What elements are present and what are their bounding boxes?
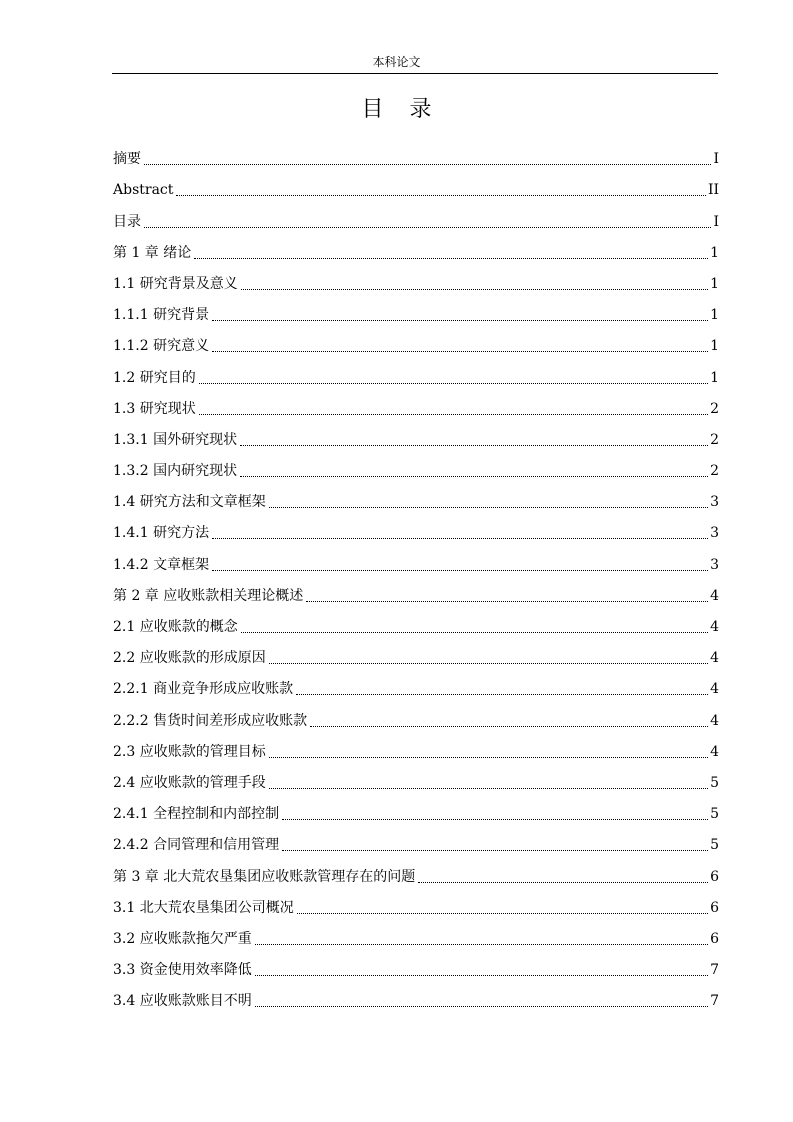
toc-entry[interactable]	[113, 390, 719, 421]
toc-entry-label: Abstract	[113, 182, 174, 199]
toc-entry[interactable]	[113, 639, 719, 670]
toc-entry-label: 2.4 应收账款的管理手段	[113, 774, 266, 791]
toc-leader-dots	[255, 1006, 708, 1007]
toc-entry-page-number: 4	[710, 587, 719, 604]
toc-entry-page-number: 3	[710, 525, 719, 542]
toc-entry-label: 2.2.2 售货时间差形成应收账款	[113, 712, 308, 729]
toc-entry-page-number: 4	[710, 681, 719, 698]
toc-entry[interactable]	[113, 795, 719, 826]
toc-entry[interactable]	[113, 733, 719, 764]
toc-leader-dots	[212, 320, 708, 321]
toc-entry-page-number: 4	[710, 743, 719, 760]
toc-entry[interactable]	[113, 452, 719, 483]
toc-entry-page-number: 1	[710, 275, 719, 292]
toc-entry-page-number: 2	[710, 463, 719, 480]
toc-entry[interactable]	[113, 140, 719, 171]
toc-leader-dots	[306, 601, 708, 602]
header-rule	[112, 73, 718, 74]
toc-leader-dots	[212, 351, 708, 352]
toc-leader-dots	[199, 414, 708, 415]
toc-entry-label: 1.1 研究背景及意义	[113, 275, 238, 292]
toc-entry-label: 1.1.1 研究背景	[113, 307, 210, 324]
toc-entry-page-number: 5	[710, 806, 719, 823]
toc-entry-label: 1.3.2 国内研究现状	[113, 463, 238, 480]
toc-entry-page-number: 1	[710, 369, 719, 386]
toc-entry-page-number: 2	[710, 400, 719, 417]
toc-entry-page-number: I	[713, 151, 719, 168]
toc-entry[interactable]	[113, 608, 719, 639]
toc-entry[interactable]	[113, 421, 719, 452]
toc-title: 目录	[361, 97, 458, 122]
toc-entry-page-number: 5	[710, 837, 719, 854]
toc-leader-dots	[269, 788, 708, 789]
toc-entry-label: 第 2 章 应收账款相关理论概述	[113, 587, 304, 604]
toc-entry[interactable]	[113, 982, 719, 1013]
toc-leader-dots	[255, 944, 708, 945]
toc-entry-page-number: 6	[710, 868, 719, 885]
toc-entry[interactable]	[113, 764, 719, 795]
toc-entry-label: 1.4.1 研究方法	[113, 525, 210, 542]
toc-entry-page-number: 4	[710, 650, 719, 667]
toc-leader-dots	[212, 570, 708, 571]
page-header: 本科论文	[372, 55, 421, 69]
toc-entry[interactable]	[113, 265, 719, 296]
toc-entry[interactable]	[113, 234, 719, 265]
toc-entry[interactable]	[113, 826, 719, 857]
toc-entry[interactable]	[113, 358, 719, 389]
toc-entry[interactable]	[113, 171, 719, 202]
toc-entry-label: 1.4.2 文章框架	[113, 556, 210, 573]
toc-leader-dots	[144, 227, 711, 228]
toc-entry-page-number: I	[713, 213, 719, 230]
toc-leader-dots	[269, 507, 708, 508]
toc-entry-page-number: 5	[710, 774, 719, 791]
toc-entry[interactable]	[113, 670, 719, 701]
toc-entry-page-number: 7	[710, 962, 719, 979]
toc-entry[interactable]	[113, 701, 719, 732]
toc-entry-page-number: 3	[710, 556, 719, 573]
toc-leader-dots	[255, 975, 708, 976]
toc-entry[interactable]	[113, 327, 719, 358]
toc-entry-label: 1.3.1 国外研究现状	[113, 431, 238, 448]
toc-entry-label: 第 1 章 绪论	[113, 244, 192, 261]
toc-entry-label: 2.2 应收账款的形成原因	[113, 650, 266, 667]
toc-entry-label: 2.4.1 全程控制和内部控制	[113, 806, 280, 823]
toc-entry-page-number: 1	[710, 338, 719, 355]
toc-entry-page-number: 2	[710, 431, 719, 448]
toc-leader-dots	[144, 164, 711, 165]
toc-entry-label: 2.3 应收账款的管理目标	[113, 743, 266, 760]
toc-entry-page-number: 3	[710, 494, 719, 511]
toc-entry-page-number: 1	[710, 307, 719, 324]
toc-entry-label: 目录	[113, 213, 141, 230]
toc-leader-dots	[241, 289, 708, 290]
toc-leader-dots	[241, 632, 708, 633]
toc-leader-dots	[194, 258, 708, 259]
toc-leader-dots	[282, 819, 708, 820]
toc-entry-label: 3.1 北大荒农垦集团公司概况	[113, 899, 294, 916]
toc-entry-page-number: 6	[710, 899, 719, 916]
toc-entry[interactable]	[113, 920, 719, 951]
toc-entry-label: 2.2.1 商业竞争形成应收账款	[113, 681, 294, 698]
toc-entry-page-number: 4	[710, 712, 719, 729]
toc-entry[interactable]	[113, 857, 719, 888]
toc-entry[interactable]	[113, 951, 719, 982]
toc-entry-label: 1.3 研究现状	[113, 400, 196, 417]
toc-entry-label: 1.4 研究方法和文章框架	[113, 494, 266, 511]
toc-entry[interactable]	[113, 296, 719, 327]
toc-leader-dots	[310, 726, 708, 727]
toc-entry-label: 3.2 应收账款拖欠严重	[113, 930, 252, 947]
toc-entry[interactable]	[113, 202, 719, 233]
toc-leader-dots	[297, 913, 708, 914]
toc-entry-label: 第 3 章 北大荒农垦集团应收账款管理存在的问题	[113, 868, 416, 885]
toc-entry-label: 1.2 研究目的	[113, 369, 196, 386]
toc-leader-dots	[282, 850, 708, 851]
toc-entry-page-number: 6	[710, 930, 719, 947]
toc-leader-dots	[240, 476, 708, 477]
toc-entry-label: 3.3 资金使用效率降低	[113, 962, 252, 979]
table-of-contents	[113, 140, 719, 1013]
toc-entry-label: 摘要	[113, 151, 141, 168]
toc-leader-dots	[212, 538, 708, 539]
toc-entry-page-number: 4	[710, 619, 719, 635]
toc-leader-dots	[418, 882, 708, 883]
toc-entry-page-number: II	[707, 182, 719, 199]
toc-entry[interactable]	[113, 483, 719, 514]
toc-entry-label: 1.1.2 研究意义	[113, 338, 210, 355]
toc-entry[interactable]	[113, 889, 719, 920]
toc-entry-page-number: 7	[710, 993, 719, 1010]
toc-entry[interactable]	[113, 577, 719, 608]
toc-leader-dots	[296, 694, 708, 695]
toc-entry[interactable]	[113, 545, 719, 576]
toc-leader-dots	[176, 195, 706, 196]
toc-entry-page-number: 1	[710, 244, 719, 261]
toc-entry-label: 2.4.2 合同管理和信用管理	[113, 837, 280, 854]
toc-entry-label: 2.1 应收账款的概念	[113, 619, 238, 635]
toc-leader-dots	[269, 757, 708, 758]
toc-leader-dots	[199, 383, 708, 384]
toc-leader-dots	[269, 663, 708, 664]
toc-leader-dots	[240, 445, 708, 446]
toc-entry[interactable]	[113, 514, 719, 545]
toc-entry-label: 3.4 应收账款账目不明	[113, 993, 252, 1010]
